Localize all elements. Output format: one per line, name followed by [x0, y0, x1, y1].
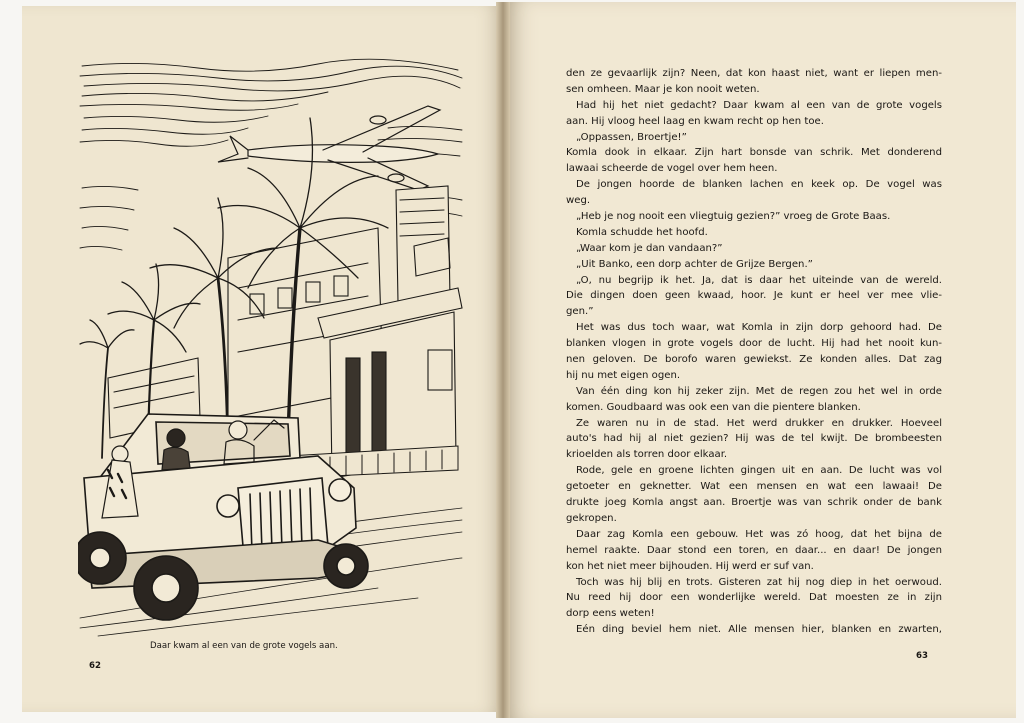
text-line: Die dingen doen geen kwaad, hoor. Je kunt er heel ver mee vlie-: [566, 290, 942, 302]
text-line: nen geloven. De borofo waren gewiekst. Ze konden alles. Dat zag: [566, 354, 942, 366]
text-line: gen.”: [566, 306, 594, 318]
body-text: [566, 66, 942, 638]
text-line: „O, nu begrijp ik het. Ja, dat is daar het uiteinde van de wereld.: [576, 274, 942, 286]
text-line: drukte joeg Komla angst aan. Broertje was van schrik onder de bank: [566, 497, 942, 509]
text-line: Komla dook in elkaar. Zijn hart bonsde van schrik. Met donderend: [566, 147, 942, 159]
page-number-right: 63: [916, 651, 928, 661]
text-line: aan. Hij vloog heel laag en kwam recht op hen toe.: [566, 115, 824, 127]
text-line: dorp eens weten!: [566, 608, 655, 620]
text-line: hemel raakte. Daar stond een toren, en daar... en daar! De jongen: [566, 544, 942, 556]
text-line: De jongen hoorde de blanken lachen en keek op. De vogel was: [576, 179, 942, 191]
text-line: den ze gevaarlijk zijn? Neen, dat kon haast niet, want er liepen men-: [566, 68, 942, 79]
text-line: krioelden als torren door elkaar.: [566, 449, 728, 461]
text-line: hij nu met eigen ogen.: [566, 369, 681, 381]
text-line: „Waar kom je dan vandaan?”: [576, 242, 723, 254]
text-line: Toch was hij blij en trots. Gisteren zat hij nog diep in het oerwoud.: [576, 576, 942, 588]
text-line: Eén ding beviel hem niet. Alle mensen hier, blanken en zwarten,: [576, 624, 942, 636]
illustration-caption: Daar kwam al een van de grote vogels aan.: [150, 641, 338, 651]
book-gutter: [496, 2, 510, 718]
text-line: Komla schudde het hoofd.: [576, 226, 708, 238]
text-line: Van één ding kon hij zeker zijn. Met de regen zou het wel in orde: [576, 385, 942, 397]
text-line: Het was dus toch waar, wat Komla in zijn dorp gehoord had. De: [576, 322, 942, 334]
text-line: kon het niet meer bijhouden. Hij werd er suf van.: [566, 560, 814, 572]
text-line: „Oppassen, Broertje!”: [576, 131, 687, 143]
jeep-palms-airplane-illustration: [78, 58, 464, 638]
text-line: komen. Goudbaard was ook een van die pientere blanken.: [566, 401, 861, 413]
text-line: lawaai scheerde de vogel over hem heen.: [566, 163, 778, 175]
text-line: Daar zag Komla een gebouw. Het was zó hoog, dat het bijna de: [576, 528, 942, 540]
text-line: blanken vlogen in grote vogels door de lucht. Hij had het nooit kun-: [566, 338, 942, 350]
text-line: Rode, gele en groene lichten gingen uit en aan. De lucht was vol: [576, 465, 942, 477]
text-line: weg.: [566, 195, 591, 207]
text-line: sen omheen. Maar je kon nooit weten.: [566, 83, 760, 95]
page-number-left: 62: [89, 661, 101, 671]
text-line: Nu reed hij door een wonderlijke wereld. Dat moesten ze in zijn: [566, 592, 942, 604]
airplane: [218, 106, 440, 190]
text-line: Ze waren nu in de stad. Het werd drukker en drukker. Hoeveel: [576, 417, 942, 429]
text-line: „Heb je nog nooit een vliegtuig gezien?” vroeg de Grote Baas.: [576, 211, 891, 223]
text-line: gekropen.: [566, 512, 617, 524]
text-line: „Uit Banko, een dorp achter de Grijze Bergen.”: [576, 258, 813, 270]
text-line: Had hij het niet gedacht? Daar kwam al een van de grote vogels: [576, 99, 942, 111]
text-line: auto's had hij al niet gezien? Hij was de tel kwijt. De brombeesten: [566, 433, 942, 445]
text-line: getoeter en geknetter. Wat een mensen en wat een lawaai! De: [566, 481, 942, 493]
